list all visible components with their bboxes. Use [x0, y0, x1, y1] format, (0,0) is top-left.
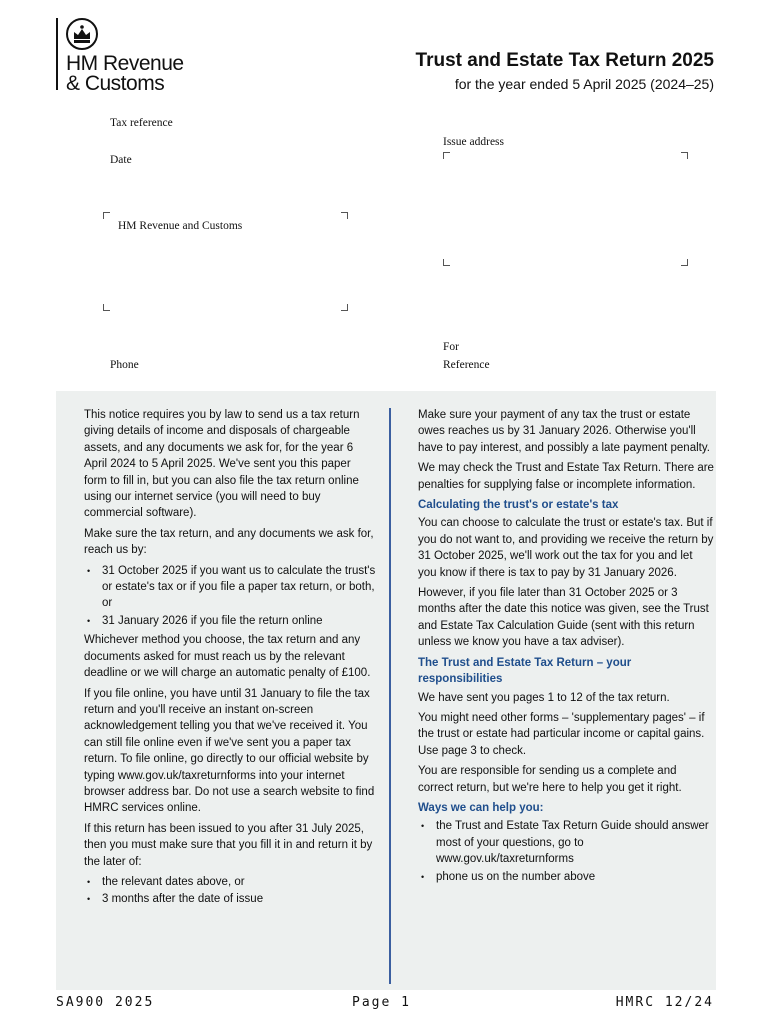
return-address-corner-br [341, 304, 348, 311]
deadline-item: • 31 January 2026 if you file the return online [84, 613, 376, 629]
check-paragraph: We may check the Trust and Estate Tax Return. There are penalties for supplying false or incomplete information. [418, 462, 714, 491]
intro-paragraph: This notice requires you by law to send us a tax return giving details of income and disposals of chargeable assets, and any documents we ask for, for the year 6 April 2024 to 5 April 2025. We've sent you this paper form to fill in, but you can also file the tax return online using our internet service (you will need to buy commercial software). [84, 409, 360, 520]
form-subtitle: for the year ended 5 April 2025 (2024–25) [454, 76, 714, 92]
deadline-item: • 31 October 2025 if you want us to calculate the trust's or estate's tax or if you file a paper tax return, or both, or [84, 563, 376, 612]
later-of-item: • 3 months after the date of issue [84, 891, 376, 907]
issue-address-corner-tl [443, 152, 450, 159]
issue-address-label: Issue address [443, 136, 504, 148]
other-forms-paragraph: You might need other forms – 'supplementary pages' – if the trust or estate had particular income or capital gains. Use page 3 to check. [418, 711, 705, 757]
responsibilities-heading: The Trust and Estate Tax Return – your responsibilities [418, 656, 632, 686]
issue-address-corner-br [681, 259, 688, 266]
return-address: HM Revenue and Customs [118, 220, 243, 232]
return-address-corner-bl [103, 304, 110, 311]
later-of-list [84, 874, 376, 908]
column-divider [389, 408, 391, 984]
hmrc-logo [66, 54, 184, 94]
deadline-list [84, 563, 376, 630]
calculating-heading: Calculating the trust's or estate's tax [418, 499, 619, 512]
payment-paragraph: Make sure your payment of any tax the trust or estate owes reaches us by 31 January 2026. Otherwise you'll have to pay interest, and possibly a late payment penalty. [418, 409, 710, 454]
form-title: Trust and Estate Tax Return 2025 [415, 50, 714, 71]
date-label: Date [110, 154, 132, 166]
return-address-corner-tl [103, 212, 110, 219]
logo-line-2: & Customs [66, 72, 165, 95]
pages-paragraph: We have sent you pages 1 to 12 of the tax return. [418, 691, 670, 704]
responsible-paragraph: You are responsible for sending us a complete and correct return, but we're here to help you get it right. [418, 765, 682, 794]
whichever-paragraph: Whichever method you choose, the tax return and any documents asked for must reach us by the relevant deadline or we will charge an automatic penalty of £100. [84, 634, 371, 680]
form-code: SA900 2025 [56, 995, 155, 1010]
make-sure-paragraph: Make sure the tax return, and any documents we ask for, reach us by: [84, 527, 374, 557]
file-online-paragraph: If you file online, you have until 31 January to file the tax return and you'll receive an instant on-screen acknowledgement telling you that we've received it. You can still file online even if we've sent you a paper tax return. To file online, go directly to our official website by typing www.gov.uk/taxreturnforms into your internet browser address bar. Do not use a search website to find HMRC services online. [84, 687, 375, 815]
return-address-corner-tr [341, 212, 348, 219]
later-of-item: • the relevant dates above, or [84, 874, 376, 890]
notice-left-column [84, 407, 376, 911]
issue-address-corner-bl [443, 259, 450, 266]
help-item: • the Trust and Estate Tax Return Guide should answer most of your questions, go to www.gov.uk/taxreturnforms [418, 818, 714, 867]
tax-reference-label: Tax reference [110, 117, 173, 129]
calculating-later-paragraph: However, if you file later than 31 October 2025 or 3 months after the date this notice was given, see the Trust and Estate Tax Calculation Guide (sent with this return unless we know you have a tax adviser). [418, 587, 709, 649]
issue-address-corner-tr [681, 152, 688, 159]
calculating-paragraph: You can choose to calculate the trust or estate's tax. But if you do not want to, and providing we receive the return by 31 October 2025, we'll work out the tax for you and let you know if there is tax to pay by 31 January 2026. [418, 517, 714, 579]
logo-line-1: HM Revenue [66, 52, 184, 75]
help-item: • phone us on the number above [418, 869, 714, 885]
phone-label: Phone [110, 359, 139, 371]
crown-crest-icon [66, 18, 98, 50]
after-july-paragraph: If this return has been issued to you after 31 July 2025, then you must make sure that you fill it in and return it by the later of: [84, 822, 373, 868]
reference-label: Reference [443, 359, 490, 371]
logo-rule [56, 18, 58, 90]
for-label: For [443, 341, 459, 353]
page-number: Page 1 [352, 995, 411, 1010]
help-list [418, 818, 714, 885]
form-version: HMRC 12/24 [615, 995, 714, 1010]
help-heading: Ways we can help you: [418, 801, 544, 814]
notice-right-column [418, 407, 714, 888]
